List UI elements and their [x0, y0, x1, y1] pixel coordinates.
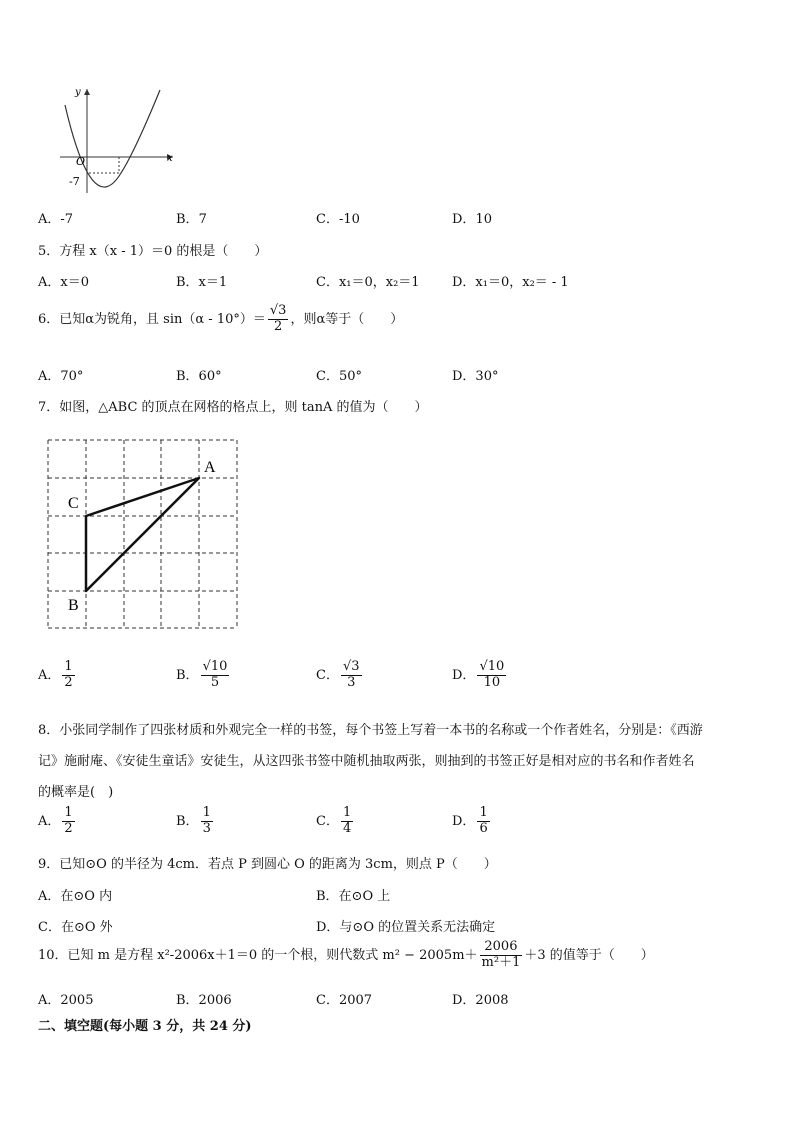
q8-stem-line1: 8．小张同学制作了四张材质和外观完全一样的书签，每个书签上写着一本书的名称或一个作者姓名，分别是：《西游: [38, 723, 703, 738]
triangle-grid-figure: [40, 432, 250, 637]
q4-option-c[interactable]: C．-10: [316, 212, 360, 227]
q5-option-c[interactable]: C．x₁＝0，x₂＝1: [316, 275, 420, 290]
q6-option-b[interactable]: B．60°: [176, 369, 222, 384]
q10-option-c[interactable]: C．2007: [316, 993, 373, 1008]
q4-option-a[interactable]: A．-7: [38, 212, 74, 227]
q6-option-c[interactable]: C．50°: [316, 369, 362, 384]
q5-option-d[interactable]: D．x₁＝0，x₂＝ - 1: [452, 275, 569, 290]
q5-stem: 5．方程 x（x - 1）＝0 的根是（ ）: [38, 244, 268, 259]
parabola-graph: [55, 85, 180, 195]
y-axis-label: y: [75, 87, 81, 98]
vertex-c-label: C: [68, 495, 79, 512]
q9-stem: 9．已知⊙O 的半径为 4cm．若点 P 到圆心 O 的距离为 3cm，则点 P（ ）: [38, 857, 497, 872]
vertex-a-label: A: [204, 459, 216, 476]
q9-option-b[interactable]: B．在⊙O 上: [316, 889, 391, 904]
q8-stem-line2: 记》施耐庵、《安徒生童话》安徒生，从这四张书签中随机抽取两张，则抽到的书签正好是相对应的书名和作者姓名: [38, 754, 695, 769]
q8-option-d[interactable]: D． $\frac{1}{6}$: [452, 805, 488, 836]
q4-option-b[interactable]: B．7: [176, 212, 207, 227]
q8-option-b[interactable]: B． $\frac{1}{3}$: [176, 805, 211, 836]
q10-option-b[interactable]: B．2006: [176, 993, 232, 1008]
x-axis-label: x: [167, 153, 173, 164]
q9-option-d[interactable]: D．与⊙O 的位置关系无法确定: [316, 920, 496, 935]
q9-option-c[interactable]: C．在⊙O 外: [38, 920, 113, 935]
min-value-label: -7: [69, 175, 80, 188]
q5-option-a[interactable]: A．x＝0: [38, 275, 89, 290]
q10-stem: 10．已知 m 是方程 x²-2006x＋1＝0 的一个根，则代数式 m² − 2005m＋ $\frac{2006}{\text{m²＋1}}$ ＋3 的值等于（ ）: [38, 939, 654, 970]
q4-option-d[interactable]: D．10: [452, 212, 492, 227]
q10-option-a[interactable]: A．2005: [38, 993, 94, 1008]
q5-option-b[interactable]: B．x＝1: [176, 275, 228, 290]
q9-option-a[interactable]: A．在⊙O 内: [38, 889, 113, 904]
q8-option-a[interactable]: A． $\frac{1}{2}$: [38, 805, 73, 836]
q8-stem-line3: 的概率是( ): [38, 785, 114, 800]
q7-option-c[interactable]: C． $\frac{√3}{3}$: [316, 659, 360, 690]
q7-option-a[interactable]: A． $\frac{1}{2}$: [38, 659, 73, 690]
q6-option-a[interactable]: A．70°: [38, 369, 84, 384]
q7-option-b[interactable]: B． $\frac{√10}{5}$: [176, 659, 228, 690]
q8-option-c[interactable]: C． $\frac{1}{4}$: [316, 805, 352, 836]
q10-fraction: $\frac{2006}{\text{m²＋1}}$: [481, 939, 521, 970]
origin-label: O: [76, 155, 86, 168]
q10-option-d[interactable]: D．2008: [452, 993, 509, 1008]
vertex-b-label: B: [68, 597, 79, 614]
q7-option-d[interactable]: D． $\frac{√10}{10}$: [452, 659, 505, 690]
q7-stem: 7．如图，△ABC 的顶点在网格的格点上，则 tanA 的值为（ ）: [38, 400, 428, 415]
section-heading: 二、填空题(每小题 3 分，共 24 分): [38, 1019, 252, 1034]
q6-stem: 6．已知α为锐角，且 sin（α - 10°）＝ $\frac{√3}{2}$ ，则α等于（ ）: [38, 303, 404, 334]
q6-fraction: $\frac{√3}{2}$: [269, 303, 287, 334]
q6-option-d[interactable]: D．30°: [452, 369, 499, 384]
